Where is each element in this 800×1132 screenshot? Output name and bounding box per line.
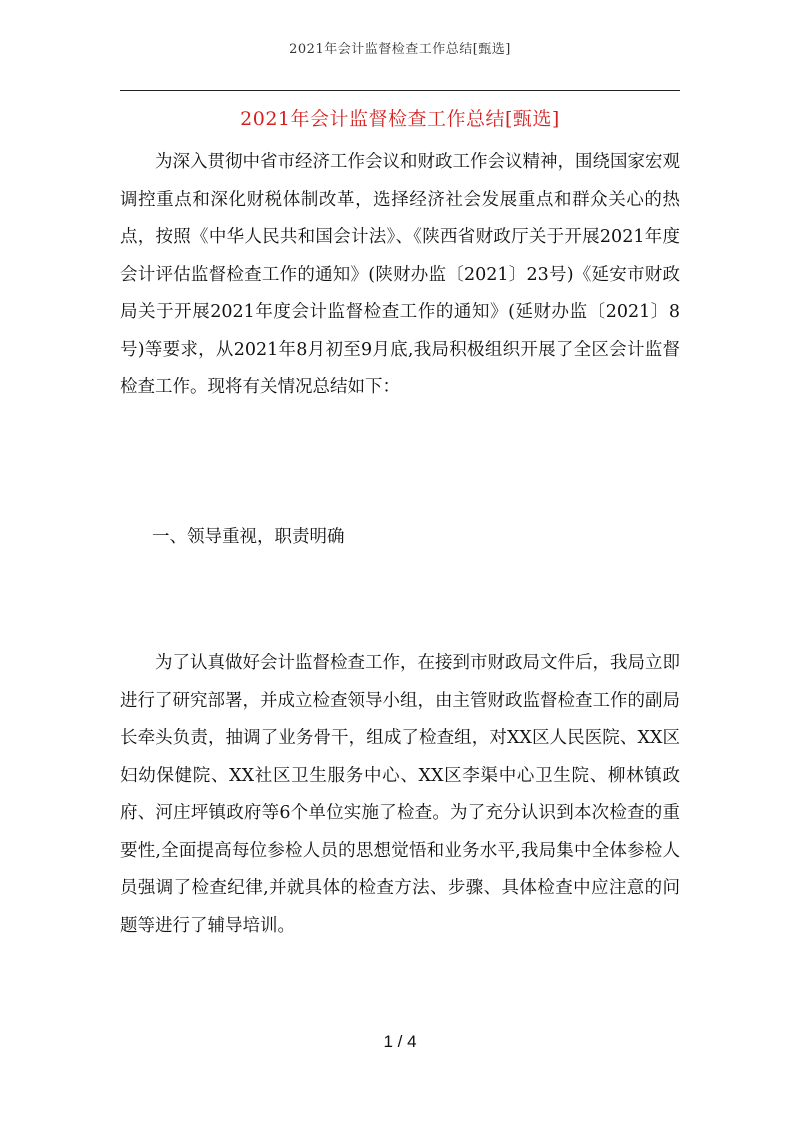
paragraph-intro-text: 为深入贯彻中省市经济工作会议和财政工作会议精神，围绕国家宏观调控重点和深化财税体制改革，选择经济社会发展重点和群众关心的热点，按照《中华人民共和国会计法》、《陕西省财政厅关于开展2021年度会计评估监督检查工作的通知》(陕财办监〔2021〕23号)《延安市财政局关于开展2021年度会计监督检查工作的通知》(延财办监〔2021〕8号)等要求，从2021年8月初至9月底,我局积极组织开展了全区会计监督检查工作。现将有关情况总结如下： — [120, 152, 680, 397]
paragraph-intro — [120, 144, 680, 407]
section-heading-1: 一、领导重视，职责明确 — [152, 527, 345, 547]
running-header: 2021年会计监督检查工作总结[甄选] — [289, 42, 511, 57]
document-title: 2021年会计监督检查工作总结[甄选] — [240, 108, 560, 130]
paragraph-section-1 — [120, 645, 680, 945]
paragraph-section-1-text: 为了认真做好会计监督检查工作，在接到市财政局文件后，我局立即进行了研究部署，并成立检查领导小组，由主管财政监督检查工作的副局长牵头负责，抽调了业务骨干，组成了检查组，对XX区人民医院、XX区妇幼保健院、XX社区卫生服务中心、XX区李渠中心卫生院、柳林镇政府、河庄坪镇政府等6个单位实施了检查。为了充分认识到本次检查的重要性,全面提高每位参检人员的思想觉悟和业务水平,我局集中全体参检人员强调了检查纪律,并就具体的检查方法、步骤、具体检查中应注意的问题等进行了辅导培训。 — [120, 653, 680, 936]
page-number: 1 / 4 — [383, 1032, 417, 1051]
header-divider — [120, 90, 680, 91]
